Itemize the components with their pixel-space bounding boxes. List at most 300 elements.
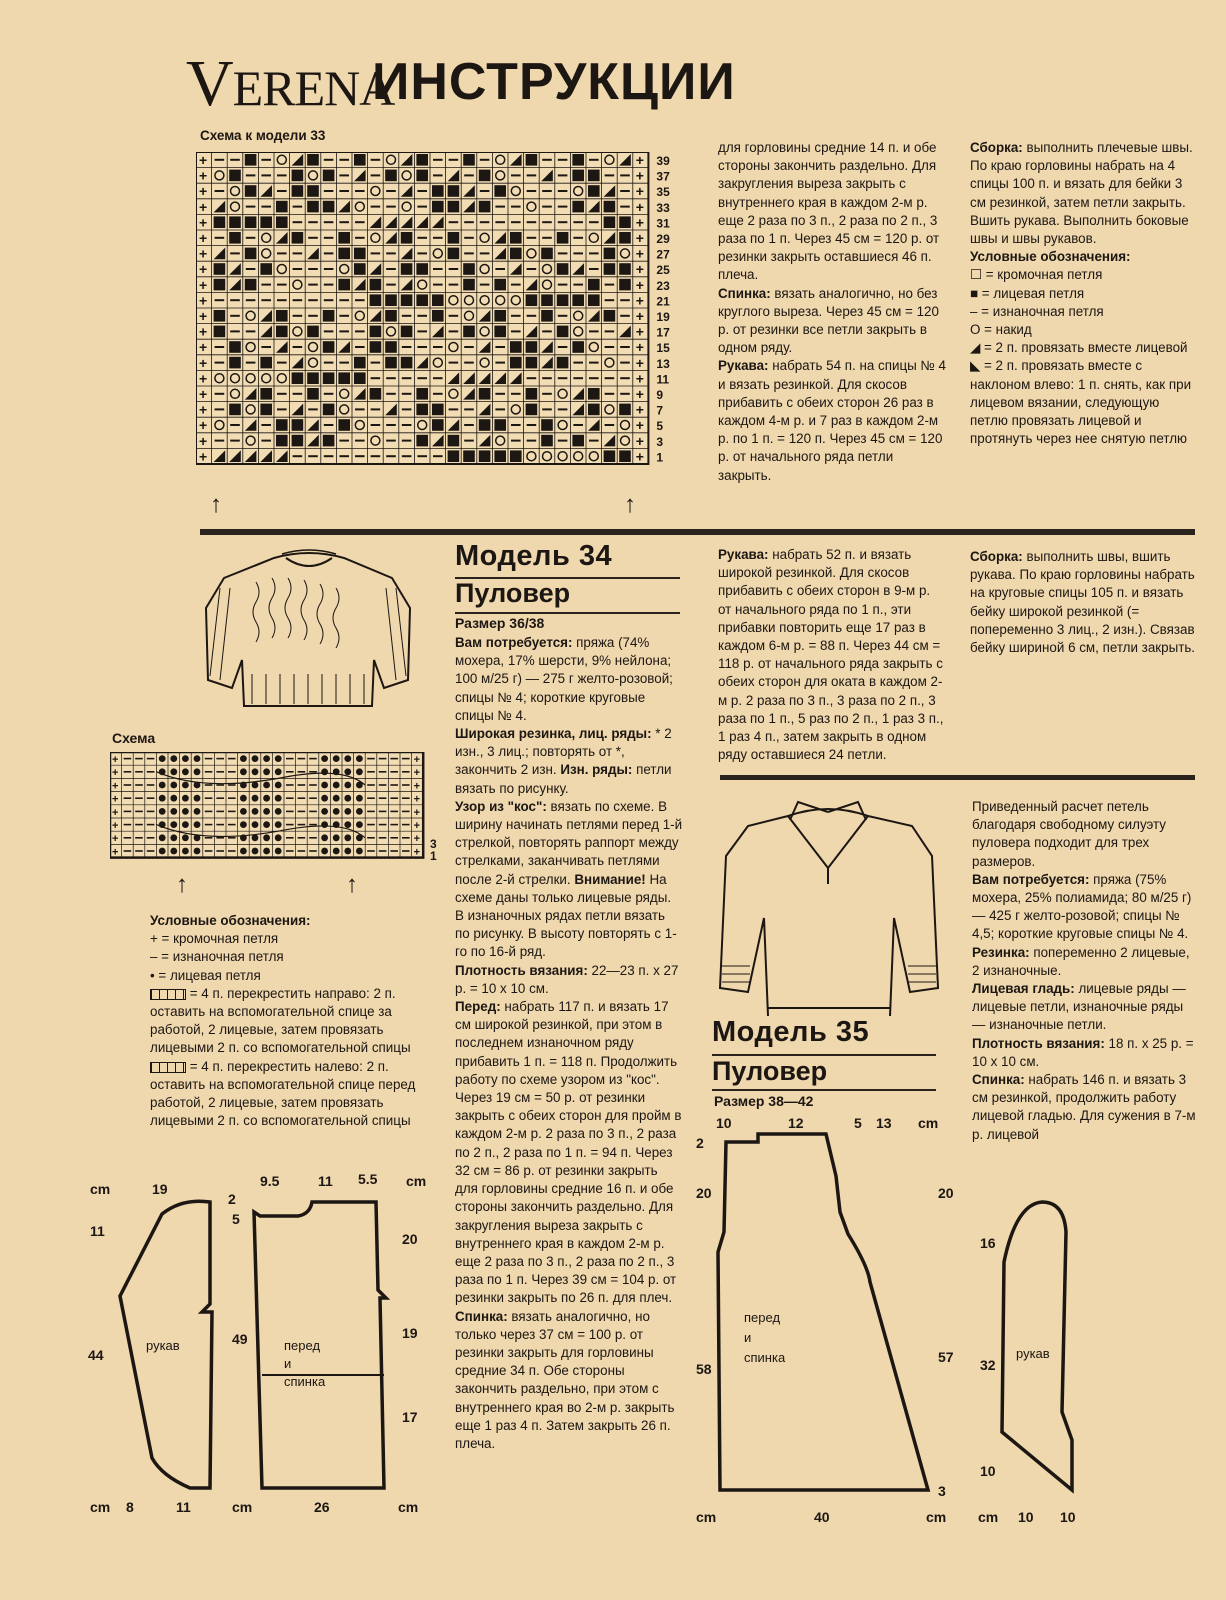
knit-stitch xyxy=(275,821,282,828)
knit-stitch xyxy=(588,404,600,416)
knit-stitch xyxy=(321,782,328,789)
knit-chart-33 xyxy=(196,152,696,520)
knit-stitch xyxy=(370,326,382,338)
dim-label: 20 xyxy=(696,1185,712,1201)
knit-stitch xyxy=(323,201,335,213)
knit-stitch xyxy=(260,404,272,416)
knit-stitch xyxy=(194,795,201,802)
knit-stitch xyxy=(275,848,282,855)
knit-stitch xyxy=(356,768,363,775)
knit-stitch xyxy=(401,357,413,369)
dim-label: 3 xyxy=(938,1483,946,1499)
knit-stitch xyxy=(385,170,397,182)
edge-stitch: + xyxy=(199,323,208,340)
knit-stitch xyxy=(344,808,351,815)
knit-stitch xyxy=(333,782,340,789)
sweater-sketch-35 xyxy=(718,798,950,1018)
knit-stitch xyxy=(510,357,522,369)
label: Широкая резинка, лиц. ряды: xyxy=(455,726,652,742)
knit-stitch xyxy=(252,755,259,762)
knit-stitch xyxy=(182,782,189,789)
dim-label: 16 xyxy=(980,1235,996,1251)
knit-stitch xyxy=(385,341,397,353)
label: Вам потребуется: xyxy=(455,635,573,650)
model35-subtitle: Пуловер xyxy=(712,1056,828,1086)
paragraph xyxy=(718,285,946,358)
knit-stitch xyxy=(344,755,351,762)
knit-stitch xyxy=(240,795,247,802)
knit-stitch xyxy=(416,170,428,182)
pattern-diagram-35 xyxy=(696,1112,1206,1542)
knit-stitch xyxy=(252,821,259,828)
knit-stitch xyxy=(321,834,328,841)
knit-stitch xyxy=(572,154,584,166)
knit-stitch xyxy=(260,263,272,275)
knit-stitch xyxy=(292,232,304,244)
knit-stitch xyxy=(338,372,350,384)
knit-stitch xyxy=(182,834,189,841)
paragraph-text: набрать 54 п. на спицы № 4 и вязать резинкой. Для скосов прибавить с обеих сторон 26 раз в каждом 4-м р. и 7 раз в каждом 2-м р. по 1 п. = 120 п. Через 45 см = 120 р. от начального ряда петли закрыть. xyxy=(718,358,947,483)
edge-stitch: + xyxy=(199,386,208,402)
knit-stitch xyxy=(321,795,328,802)
knit-stitch xyxy=(321,808,328,815)
knit-stitch xyxy=(323,404,335,416)
model34-title: Модель 34 xyxy=(455,540,613,572)
knit-stitch xyxy=(588,279,600,291)
pattern-diagram-34 xyxy=(86,1170,436,1520)
dim-label: 17 xyxy=(402,1409,418,1425)
knit-stitch xyxy=(170,834,177,841)
knit-stitch xyxy=(370,388,382,400)
edge-stitch: + xyxy=(199,401,208,418)
knit-stitch xyxy=(307,185,319,197)
paragraph-text: набрать 52 п. и вязать широкой резинкой. Для скосов прибавить с обеих сторон в 9-м р. от начального ряда по 1 п., эти прибавки повторить еще 17 раз в каждом 6-м р. = 88 п. Через 44 см = 118 р. от начального ряда закрыть с обеих сторон для оката в каждом 2-м р. 2 раза по 3 п., 3 раза по 2 п., 3 раза по 1 п., 5 раз по 2 п., 1 раз 3 п., 1 раз 4 п., затем закрыть в одном ряду оставшиеся 24 петли. xyxy=(718,547,944,763)
knit-stitch xyxy=(323,372,335,384)
knit-stitch xyxy=(344,821,351,828)
edge-stitch: + xyxy=(199,370,208,387)
edge-stitch: + xyxy=(635,183,644,200)
knit-stitch xyxy=(159,834,166,841)
paragraph-text: 22—23 п. х 27 р. = 10 х 10 см. xyxy=(455,962,679,996)
legend-item xyxy=(150,1058,424,1131)
knit-stitch xyxy=(619,216,631,228)
chart-title: Схема к модели 33 xyxy=(200,128,326,143)
knit-stitch xyxy=(275,834,282,841)
knit-stitch xyxy=(323,170,335,182)
dim-label: 11 xyxy=(90,1223,105,1239)
knit-stitch xyxy=(159,848,166,855)
knit-stitch xyxy=(263,808,270,815)
dim-label: 10 xyxy=(1018,1509,1034,1525)
label: Сборка: xyxy=(970,549,1023,564)
knit-stitch xyxy=(526,388,538,400)
knit-scheme-34 xyxy=(110,752,448,898)
knit-stitch xyxy=(448,248,460,260)
knit-stitch xyxy=(619,450,631,462)
knit-stitch xyxy=(214,279,226,291)
knit-stitch xyxy=(356,821,363,828)
knit-stitch xyxy=(252,795,259,802)
knit-stitch xyxy=(494,185,506,197)
edge-stitch: + xyxy=(199,152,208,168)
knit-stitch xyxy=(463,326,475,338)
edge-stitch: + xyxy=(112,767,119,780)
paragraph-text: петли вязать по рисунку. xyxy=(455,762,672,796)
dim-label: 20 xyxy=(938,1185,954,1201)
edge-stitch: + xyxy=(635,292,644,309)
legend-title xyxy=(970,248,1196,266)
label: Резинка: xyxy=(972,944,1030,960)
knit-stitch xyxy=(494,450,506,462)
paragraph-text: 18 п. х 25 р. = 10 х 10 см. xyxy=(972,1035,1194,1069)
edge-stitch: + xyxy=(112,780,119,793)
knit-stitch xyxy=(432,404,444,416)
knit-stitch xyxy=(229,232,241,244)
knit-stitch xyxy=(321,821,328,828)
knit-stitch xyxy=(344,848,351,855)
knit-stitch xyxy=(604,216,616,228)
edge-stitch: + xyxy=(635,323,644,340)
knit-stitch xyxy=(245,154,257,166)
edge-stitch: + xyxy=(199,261,208,278)
knit-stitch xyxy=(229,170,241,182)
label: Сборка: xyxy=(970,140,1023,155)
knit-stitch xyxy=(159,808,166,815)
row-number: 5 xyxy=(656,419,664,434)
edge-stitch: + xyxy=(635,167,644,184)
knit-stitch xyxy=(252,848,259,855)
edge-stitch: + xyxy=(635,245,644,262)
knit-stitch xyxy=(463,263,475,275)
knit-stitch xyxy=(245,248,257,260)
edge-stitch: + xyxy=(635,152,644,168)
paragraph xyxy=(970,139,1196,248)
knit-stitch xyxy=(416,404,428,416)
dim-label: 49 xyxy=(232,1331,248,1347)
paragraph: для горловины средние 14 п. и обе стороны закончить раздельно. Для закругления выреза закрыть с внутреннего края в каждом 2-м р. еще 2 раза по 3 п., 2 раза по 2 п., 3 раза по 1 п. Через 45 см = 120 р. от резинки закрыть оставшиеся 46 п. плеча. xyxy=(718,140,940,283)
knit-stitch xyxy=(572,294,584,306)
knit-stitch xyxy=(182,848,189,855)
knit-stitch xyxy=(321,768,328,775)
edge-stitch: + xyxy=(635,276,644,293)
knit-stitch xyxy=(463,450,475,462)
knit-stitch xyxy=(214,216,226,228)
knit-stitch xyxy=(292,372,304,384)
edge-stitch: + xyxy=(112,793,119,806)
model33-text-col1 xyxy=(718,139,946,485)
dim-label: 13 xyxy=(876,1115,892,1131)
model35-title: Модель 35 xyxy=(712,1016,870,1048)
edge-stitch: + xyxy=(413,806,421,819)
knit-stitch xyxy=(479,201,491,213)
dim-label: 11 xyxy=(176,1499,191,1515)
knit-stitch xyxy=(354,357,366,369)
dim-label: 12 xyxy=(788,1115,804,1131)
edge-stitch: + xyxy=(199,230,208,246)
edge-stitch: + xyxy=(635,417,644,434)
edge-stitch: + xyxy=(413,767,421,780)
label: Спинка: xyxy=(455,1308,508,1324)
knit-stitch xyxy=(557,263,569,275)
page-title: ИНСТРУКЦИИ xyxy=(372,53,736,111)
knit-stitch xyxy=(448,435,460,447)
edge-stitch: + xyxy=(199,167,208,184)
dim-label: cm xyxy=(696,1509,717,1525)
knit-stitch xyxy=(170,795,177,802)
knit-stitch xyxy=(432,294,444,306)
arrow-icon: ↑ xyxy=(176,871,188,898)
knit-stitch xyxy=(170,848,177,855)
knit-stitch xyxy=(229,404,241,416)
edge-stitch: + xyxy=(635,354,644,371)
label: Плотность вязания: xyxy=(455,962,588,978)
dim-label: cm xyxy=(926,1509,947,1525)
piece-label: спинка xyxy=(744,1350,786,1365)
row-number: 35 xyxy=(656,185,670,200)
knit-stitch xyxy=(526,357,538,369)
knit-stitch xyxy=(526,294,538,306)
knit-stitch xyxy=(229,216,241,228)
knit-stitch xyxy=(275,795,282,802)
knit-stitch xyxy=(494,326,506,338)
knit-stitch xyxy=(588,185,600,197)
knit-stitch xyxy=(338,279,350,291)
label: Рукава: xyxy=(718,358,769,374)
knit-stitch xyxy=(416,435,428,447)
dim-label: cm xyxy=(398,1499,419,1515)
knit-stitch xyxy=(448,450,460,462)
paragraph-text: На схеме даны только лицевые ряды. В изнаночных рядах петли вязать по рисунку. В высоту повторять с 1-го по 16-й ряд. xyxy=(455,871,677,960)
dim-label: 2 xyxy=(696,1135,704,1151)
edge-stitch: + xyxy=(199,308,208,324)
model35-text xyxy=(972,798,1196,1144)
label: Спинка: xyxy=(972,1072,1025,1088)
legend-33 xyxy=(970,266,1196,448)
knit-stitch xyxy=(214,326,226,338)
knit-stitch xyxy=(276,201,288,213)
knit-stitch xyxy=(182,755,189,762)
knit-stitch xyxy=(432,310,444,322)
knit-stitch xyxy=(479,170,491,182)
knit-stitch xyxy=(170,755,177,762)
knit-stitch xyxy=(479,388,491,400)
brand-logo: VERENA xyxy=(186,47,395,120)
legend-item: ◢ = 2 п. провязать вместе лицевой xyxy=(970,340,1188,356)
knit-stitch xyxy=(263,782,270,789)
label: Вам потребуется: xyxy=(972,871,1090,887)
title-underline xyxy=(455,612,680,614)
knit-stitch xyxy=(432,419,444,431)
legend-item: ☐ = кромочная петля xyxy=(970,267,1103,283)
dim-label: 57 xyxy=(938,1349,954,1365)
row-number: 17 xyxy=(656,325,670,340)
paragraph-text: пряжа (75% мохера, 25% полиамида; 80 м/25 г) — 425 г желто-розовой; спицы № 4,5; короткие круговые спицы № 4. xyxy=(972,871,1192,942)
knit-stitch xyxy=(182,821,189,828)
label: Изн. ряды: xyxy=(560,762,633,778)
knit-stitch xyxy=(604,248,616,260)
edge-stitch: + xyxy=(413,833,421,846)
knit-stitch xyxy=(494,279,506,291)
knit-stitch xyxy=(194,808,201,815)
knit-stitch xyxy=(276,216,288,228)
piece-label: спинка xyxy=(284,1374,326,1389)
knit-stitch xyxy=(240,821,247,828)
edge-stitch: + xyxy=(635,370,644,387)
knit-stitch xyxy=(619,232,631,244)
dim-label: 20 xyxy=(402,1231,418,1247)
knit-stitch xyxy=(333,834,340,841)
knit-stitch xyxy=(170,821,177,828)
knit-stitch xyxy=(159,782,166,789)
edge-stitch: + xyxy=(199,245,208,262)
knit-stitch xyxy=(356,848,363,855)
knit-stitch xyxy=(307,201,319,213)
edge-stitch: + xyxy=(635,401,644,418)
edge-stitch: + xyxy=(199,198,208,215)
legend-item: – = изнаночная петля xyxy=(970,303,1104,319)
knit-stitch xyxy=(557,294,569,306)
knit-stitch xyxy=(170,768,177,775)
label: Узор из "кос": xyxy=(455,798,547,814)
piece-label: и xyxy=(744,1330,752,1345)
knit-stitch xyxy=(194,848,201,855)
cable-right-icon xyxy=(150,989,186,1000)
dim-label: cm xyxy=(232,1499,253,1515)
knit-stitch xyxy=(252,808,259,815)
knit-stitch xyxy=(619,263,631,275)
knit-stitch xyxy=(526,341,538,353)
knit-stitch xyxy=(432,201,444,213)
knit-stitch xyxy=(510,248,522,260)
knit-stitch xyxy=(333,808,340,815)
label: Перед: xyxy=(455,999,501,1015)
row-number: 1 xyxy=(656,450,664,465)
model34-text-colC xyxy=(970,548,1196,657)
edge-stitch: + xyxy=(112,806,119,819)
knit-stitch xyxy=(463,279,475,291)
section-divider xyxy=(200,529,1195,535)
knit-stitch xyxy=(385,294,397,306)
dim-label: cm xyxy=(90,1181,111,1197)
row-number: 7 xyxy=(656,403,664,418)
knit-stitch xyxy=(526,404,538,416)
label: Спинка: xyxy=(718,285,771,301)
label: Условные обозначения: xyxy=(970,249,1131,265)
paragraph-text: выполнить плечевые швы. По краю горловины набрать на 4 спицы 100 п. и вязать для бейки 3 см резинкой, затем петли закрыть. Вшить рукава. Выполнить боковые швы и швы рукавов. xyxy=(970,140,1193,247)
legend-item: ◣ = 2 п. провязать вместе с наклоном влево: 1 п. снять, как при лицевом вязании, следующую петлю провязать лицевой и протянуть через нее снятую петлю xyxy=(970,358,1192,447)
knit-stitch xyxy=(170,808,177,815)
edge-stitch: + xyxy=(199,292,208,309)
edge-stitch: + xyxy=(635,386,644,402)
legend-item: O = накид xyxy=(970,322,1032,338)
knit-stitch xyxy=(276,419,288,431)
edge-stitch: + xyxy=(635,432,644,449)
dim-label: 10 xyxy=(716,1115,732,1131)
dim-label: 9.5 xyxy=(260,1173,280,1189)
knit-stitch xyxy=(159,795,166,802)
knit-stitch xyxy=(385,310,397,322)
knit-stitch xyxy=(572,170,584,182)
edge-stitch: + xyxy=(199,432,208,449)
paragraph-text: пряжа (74% мохера, 17% шерсти, 9% нейлона; 100 м/25 г) — 275 г желто-розовой; спицы № 4; короткие круговые спицы № 4. xyxy=(455,635,673,723)
edge-stitch: + xyxy=(112,820,119,832)
knit-stitch xyxy=(182,768,189,775)
knit-stitch xyxy=(354,372,366,384)
dim-label: 44 xyxy=(88,1347,104,1363)
edge-stitch: + xyxy=(199,448,208,465)
knit-stitch xyxy=(401,263,413,275)
knit-stitch xyxy=(557,357,569,369)
section-divider xyxy=(720,775,1195,780)
model34-text-colB xyxy=(718,546,946,764)
row-number: 25 xyxy=(656,263,670,278)
knit-stitch xyxy=(260,357,272,369)
knit-stitch xyxy=(344,782,351,789)
arrow-icon: ↑ xyxy=(210,491,222,518)
row-number: 21 xyxy=(656,294,670,309)
row-number: 39 xyxy=(656,154,670,168)
knit-stitch xyxy=(307,372,319,384)
knit-stitch xyxy=(240,755,247,762)
knit-stitch xyxy=(356,755,363,762)
dim-label: 5 xyxy=(854,1115,862,1131)
paragraph-text: вязать аналогично, но без круглого выреза. Через 45 см = 120 р. от резинки все петли закрыть в одном ряду. xyxy=(718,285,939,356)
knit-stitch xyxy=(182,808,189,815)
paragraph-text: вязать по схеме. В ширину начинать петлями перед 1-й стрелкой, повторять раппорт между стрелками, заканчивать петлями после 2-й стрелки. xyxy=(455,798,683,887)
knit-stitch xyxy=(510,232,522,244)
knit-stitch xyxy=(541,435,553,447)
paragraph: Приведенный расчет петель благодаря свободному силуэту пуловера подходит для трех размеров. xyxy=(972,799,1167,869)
knit-stitch xyxy=(276,326,288,338)
knit-stitch xyxy=(344,795,351,802)
knit-stitch xyxy=(354,154,366,166)
piece-label: перед xyxy=(284,1338,321,1353)
knit-stitch xyxy=(292,185,304,197)
knit-stitch xyxy=(448,232,460,244)
knit-stitch xyxy=(432,185,444,197)
knit-stitch xyxy=(401,294,413,306)
knit-stitch xyxy=(338,248,350,260)
knit-stitch xyxy=(263,848,270,855)
knit-stitch xyxy=(263,821,270,828)
row-number: 27 xyxy=(656,247,670,262)
knit-stitch xyxy=(494,310,506,322)
label: Внимание! xyxy=(574,871,646,887)
dim-label: cm xyxy=(978,1509,999,1525)
edge-stitch: + xyxy=(635,230,644,246)
knit-stitch xyxy=(170,782,177,789)
knit-stitch xyxy=(245,216,257,228)
edge-stitch: + xyxy=(199,183,208,200)
knit-stitch xyxy=(448,185,460,197)
knit-stitch xyxy=(245,185,257,197)
legend-text: = 4 п. перекрестить налево: 2 п. оставить на вспомогательной спице перед работой, 2 лицевые, затем провязать лицевыми 2 п. со вспомогательной спицы xyxy=(150,1058,416,1129)
paragraph xyxy=(718,357,946,484)
knit-stitch xyxy=(344,768,351,775)
row-number: 13 xyxy=(656,356,670,371)
knit-stitch xyxy=(214,310,226,322)
knit-stitch xyxy=(292,170,304,182)
paragraph-text: попеременно 2 лицевые, 2 изнаночные. xyxy=(972,944,1190,978)
arrow-icon: ↑ xyxy=(624,491,636,518)
knit-stitch xyxy=(479,450,491,462)
knit-stitch xyxy=(194,768,201,775)
row-number: 3 xyxy=(430,837,437,851)
dim-label: 26 xyxy=(314,1499,330,1515)
knit-stitch xyxy=(263,795,270,802)
row-number: 29 xyxy=(656,232,670,246)
row-number: 11 xyxy=(656,372,670,387)
